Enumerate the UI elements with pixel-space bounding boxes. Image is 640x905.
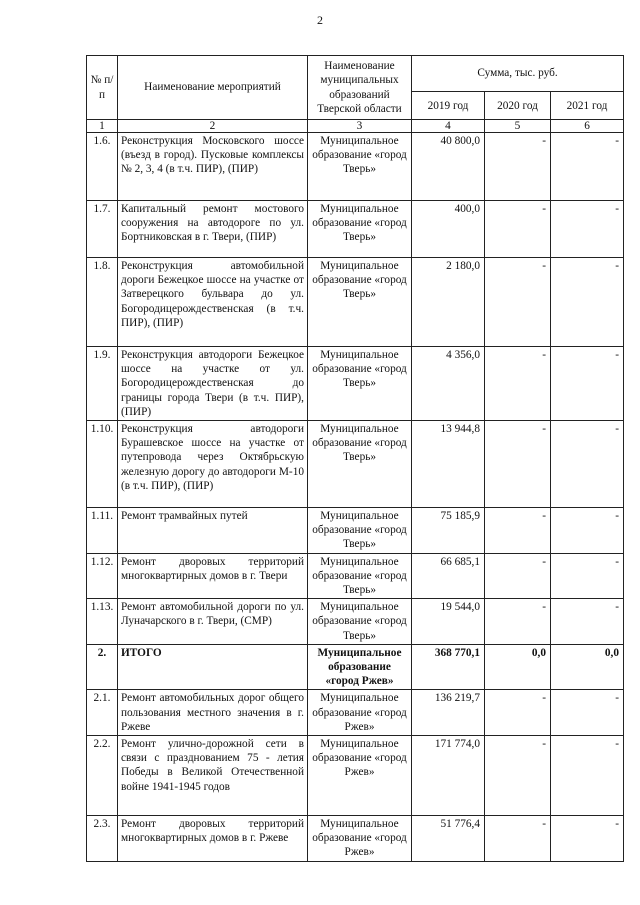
row-number: 2. — [87, 644, 118, 690]
row-municipality: Муниципальное образование «город Ржев» — [308, 690, 412, 736]
row-value-2019: 400,0 — [412, 201, 485, 258]
row-name: Реконструкция автомобильной дороги Бежецкое шоссе на участке от Затверецкого бульвара до ул. Богородицерождественская (в т.ч. ПИР), (ПИР) — [118, 258, 308, 347]
row-name: Капитальный ремонт мостового сооружения на автодороге по ул. Бортниковская в г. Твери, (ПИР) — [118, 201, 308, 258]
row-value-2020: - — [485, 553, 551, 599]
col-number: 4 — [412, 120, 485, 133]
row-municipality: Муниципальное образование «город Тверь» — [308, 258, 412, 347]
row-municipality: Муниципальное образование «город Тверь» — [308, 508, 412, 554]
row-name: Реконструкция автодороги Бурашевское шоссе на участке от путепровода через Октябрьскую железную дорогу до автодороги М-10 (в т.ч. ПИР), (ПИР) — [118, 421, 308, 508]
col-number: 2 — [118, 120, 308, 133]
table-row — [87, 347, 624, 421]
row-value-2019: 171 774,0 — [412, 736, 485, 816]
table-row — [87, 690, 624, 736]
row-value-2021: - — [551, 690, 624, 736]
row-value-2020: - — [485, 508, 551, 554]
row-municipality: Муниципальное образование «город Ржев» — [308, 644, 412, 690]
row-name: Реконструкция автодороги Бежецкое шоссе на участке от ул. Богородицерождественская до границы города Твери (в т.ч. ПИР), (ПИР) — [118, 347, 308, 421]
row-value-2021: 0,0 — [551, 644, 624, 690]
header-2020: 2020 год — [485, 92, 551, 120]
row-name: Ремонт улично-дорожной сети в связи с празднованием 75 - летия Победы в Великой Отечественной войне 1941-1945 годов — [118, 736, 308, 816]
table-row — [87, 553, 624, 599]
col-number: 3 — [308, 120, 412, 133]
row-name: Ремонт дворовых территорий многоквартирных домов в г. Твери — [118, 553, 308, 599]
table-row — [87, 644, 624, 690]
table-row — [87, 816, 624, 862]
row-municipality: Муниципальное образование «город Тверь» — [308, 553, 412, 599]
row-value-2021: - — [551, 201, 624, 258]
row-value-2019: 368 770,1 — [412, 644, 485, 690]
table-row — [87, 258, 624, 347]
row-value-2021: - — [551, 133, 624, 201]
row-number: 1.6. — [87, 133, 118, 201]
col-number: 5 — [485, 120, 551, 133]
row-number: 2.1. — [87, 690, 118, 736]
table-row — [87, 508, 624, 554]
row-value-2020: - — [485, 258, 551, 347]
header-municipality: Наименование муниципальных образований Тверской области — [308, 56, 412, 120]
row-number: 1.13. — [87, 599, 118, 645]
row-name: ИТОГО — [118, 644, 308, 690]
col-number: 1 — [87, 120, 118, 133]
row-number: 1.7. — [87, 201, 118, 258]
row-value-2020: 0,0 — [485, 644, 551, 690]
row-name: Ремонт автомобильной дороги по ул. Луначарского в г. Твери, (СМР) — [118, 599, 308, 645]
header-2021: 2021 год — [551, 92, 624, 120]
table-row — [87, 421, 624, 508]
row-name: Ремонт трамвайных путей — [118, 508, 308, 554]
row-municipality: Муниципальное образование «город Тверь» — [308, 347, 412, 421]
row-value-2019: 136 219,7 — [412, 690, 485, 736]
row-number: 1.12. — [87, 553, 118, 599]
row-municipality: Муниципальное образование «город Ржев» — [308, 816, 412, 862]
row-municipality: Муниципальное образование «город Тверь» — [308, 421, 412, 508]
budget-table — [86, 55, 624, 862]
row-name: Ремонт дворовых территорий многоквартирных домов в г. Ржеве — [118, 816, 308, 862]
row-value-2021: - — [551, 816, 624, 862]
row-municipality: Муниципальное образование «город Тверь» — [308, 133, 412, 201]
row-value-2019: 40 800,0 — [412, 133, 485, 201]
row-name: Реконструкция Московского шоссе (въезд в город). Пусковые комплексы № 2, 3, 4 (в т.ч. ПИР), (ПИР) — [118, 133, 308, 201]
col-number: 6 — [551, 120, 624, 133]
column-number-row — [87, 120, 624, 133]
row-number: 1.8. — [87, 258, 118, 347]
row-value-2019: 4 356,0 — [412, 347, 485, 421]
row-value-2020: - — [485, 816, 551, 862]
header-num: № п/п — [87, 56, 118, 120]
row-value-2020: - — [485, 347, 551, 421]
table-row — [87, 736, 624, 816]
row-municipality: Муниципальное образование «город Тверь» — [308, 599, 412, 645]
header-2019: 2019 год — [412, 92, 485, 120]
row-number: 2.3. — [87, 816, 118, 862]
header-sum: Сумма, тыс. руб. — [412, 56, 624, 92]
row-value-2020: - — [485, 133, 551, 201]
row-value-2020: - — [485, 690, 551, 736]
table-row — [87, 599, 624, 645]
row-number: 1.10. — [87, 421, 118, 508]
row-value-2019: 2 180,0 — [412, 258, 485, 347]
row-value-2019: 66 685,1 — [412, 553, 485, 599]
row-municipality: Муниципальное образование «город Ржев» — [308, 736, 412, 816]
row-number: 1.9. — [87, 347, 118, 421]
row-value-2019: 75 185,9 — [412, 508, 485, 554]
page-number: 2 — [317, 13, 323, 27]
row-value-2021: - — [551, 258, 624, 347]
table-row — [87, 133, 624, 201]
row-value-2021: - — [551, 347, 624, 421]
row-value-2019: 51 776,4 — [412, 816, 485, 862]
row-value-2019: 19 544,0 — [412, 599, 485, 645]
row-value-2020: - — [485, 736, 551, 816]
row-value-2021: - — [551, 421, 624, 508]
row-value-2021: - — [551, 508, 624, 554]
row-value-2020: - — [485, 421, 551, 508]
row-municipality: Муниципальное образование «город Тверь» — [308, 201, 412, 258]
row-value-2021: - — [551, 553, 624, 599]
header-name: Наименование мероприятий — [118, 56, 308, 120]
row-value-2020: - — [485, 201, 551, 258]
row-name: Ремонт автомобильных дорог общего пользования местного значения в г. Ржеве — [118, 690, 308, 736]
row-value-2021: - — [551, 599, 624, 645]
table-row — [87, 201, 624, 258]
row-number: 2.2. — [87, 736, 118, 816]
row-number: 1.11. — [87, 508, 118, 554]
row-value-2021: - — [551, 736, 624, 816]
row-value-2020: - — [485, 599, 551, 645]
row-value-2019: 13 944,8 — [412, 421, 485, 508]
